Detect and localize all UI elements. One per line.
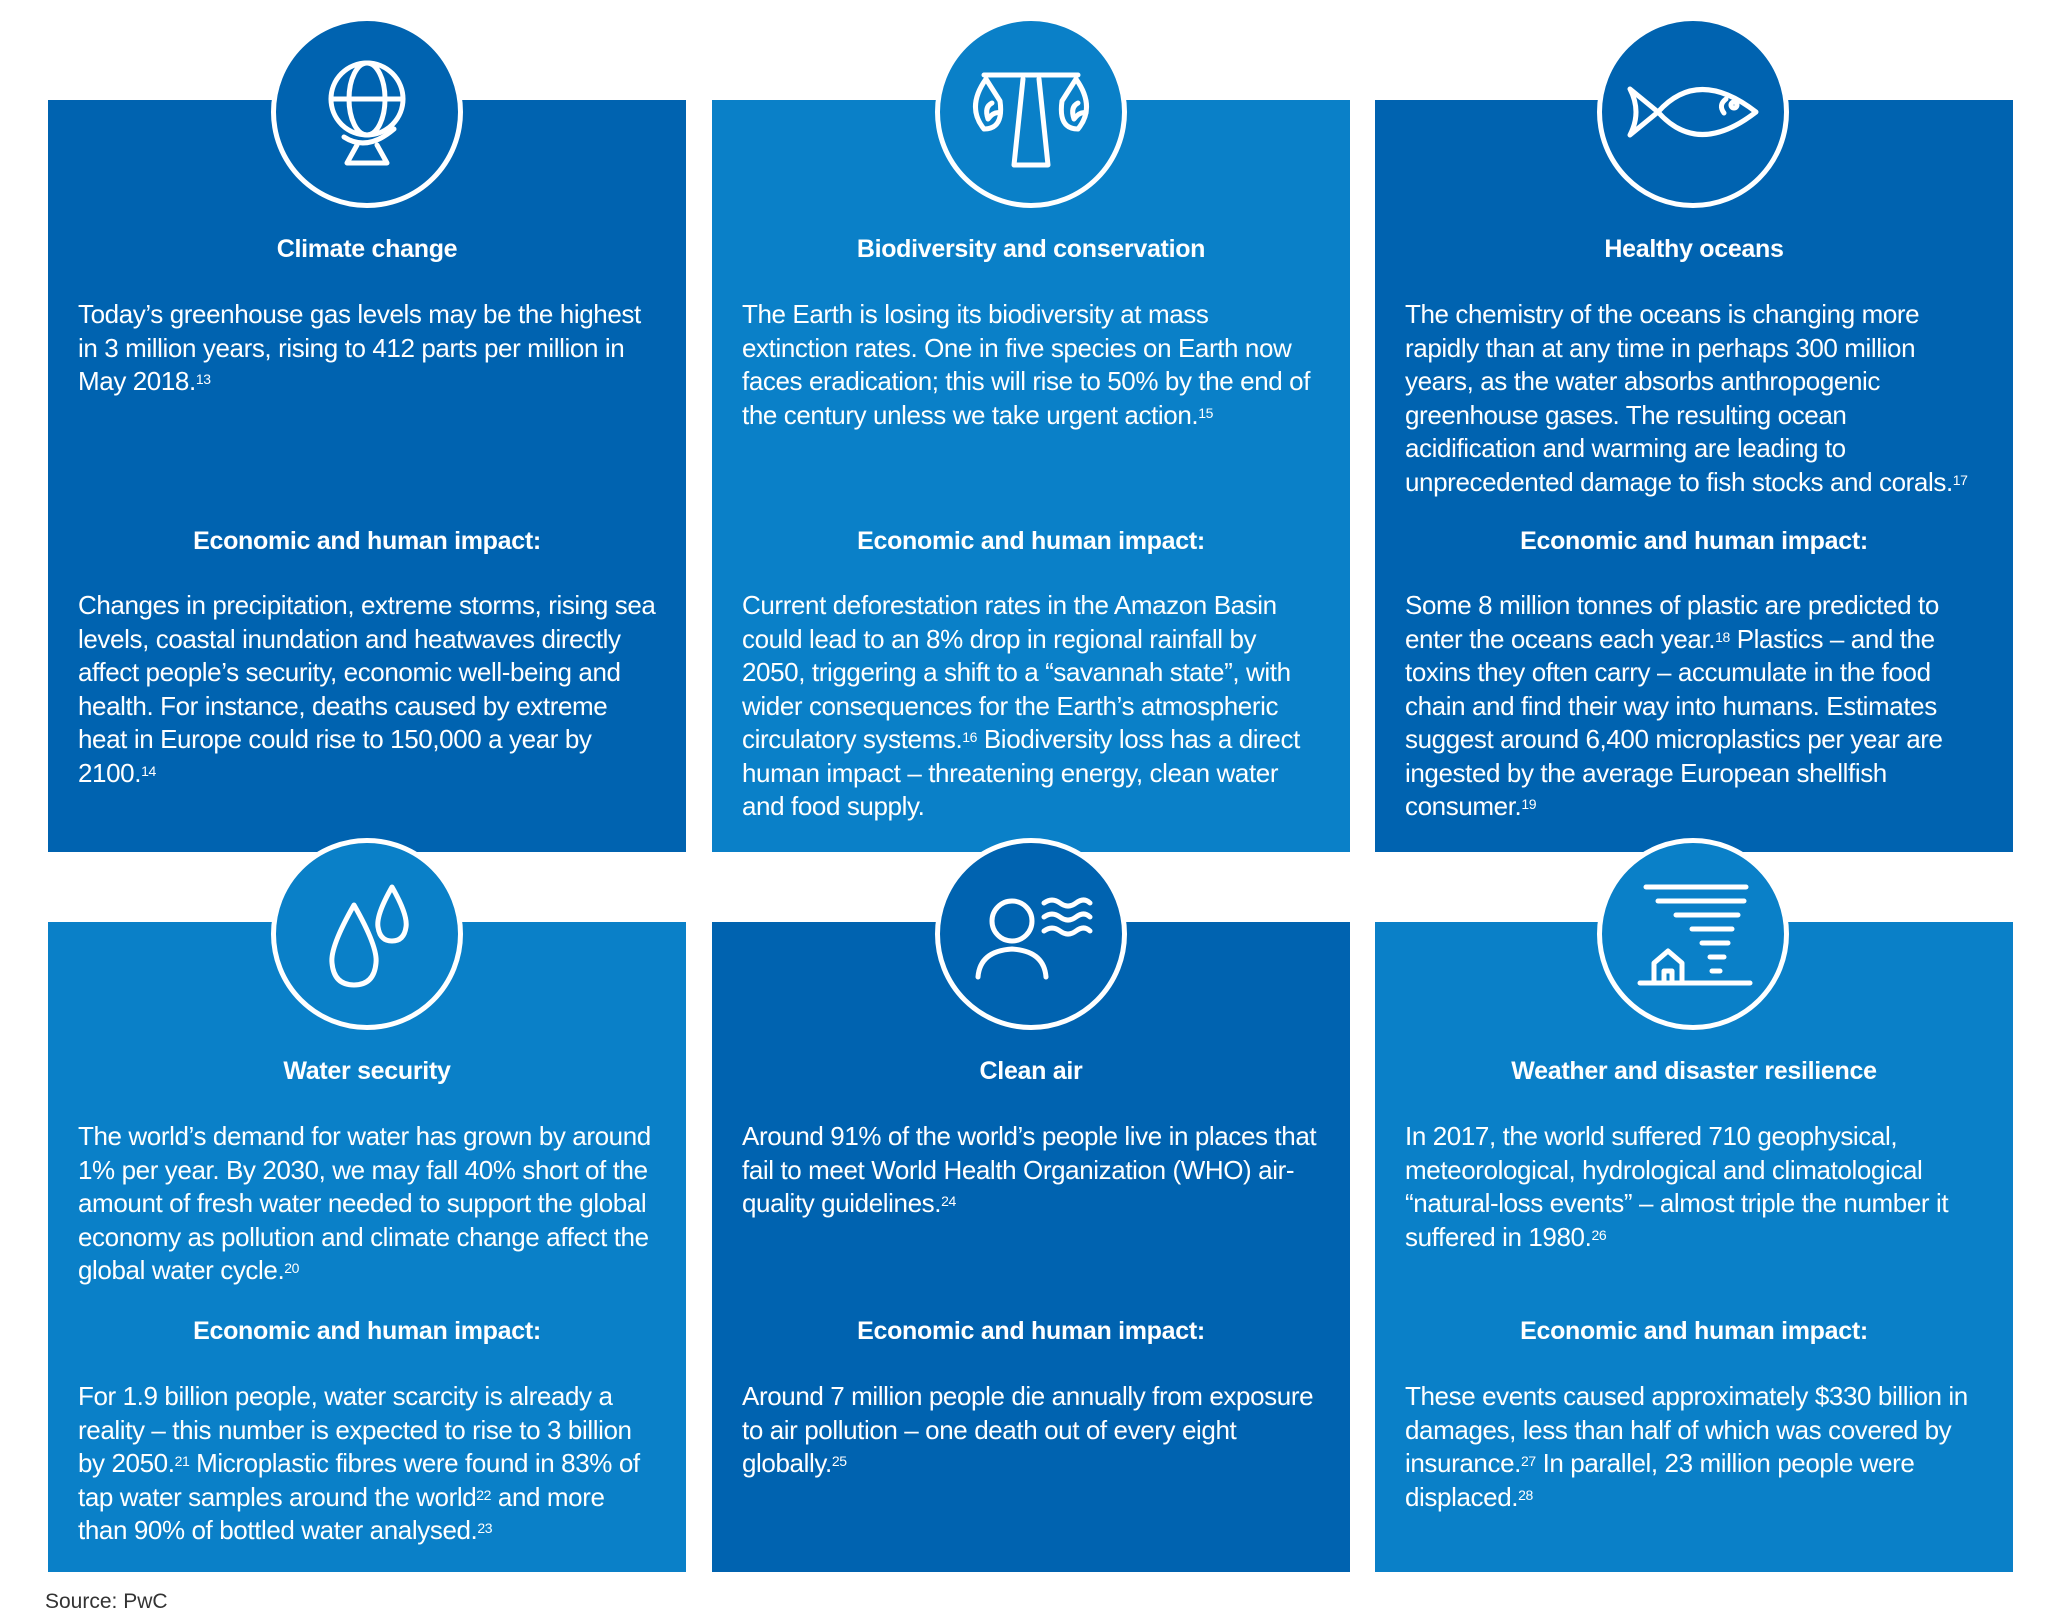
card-climate-change	[48, 100, 686, 852]
card-body: Today’s greenhouse gas levels may be the highest in 3 million years, rising to 412 parts per million in May 2018.13	[78, 299, 641, 396]
impact-body: Current deforestation rates in the Amazon Basin could lead to an 8% drop in regional rainfall by 2050, triggering a shift to a “savannah state”, with wider consequences for the Earth’s atmospheric circulatory systems.$^{16}$ Biodiversity loss has a direct human impact – threatening energy, clean water and food supply.	[742, 590, 1300, 821]
card-healthy-oceans	[1375, 100, 2013, 852]
card-body: In 2017, the world suffered 710 geophysical, meteorological, hydrological and climatological “natural-loss events” – almost triple the number it suffered in 1980.26	[1405, 1121, 1949, 1252]
person-air-icon	[935, 838, 1127, 1030]
impact-heading: Economic and human impact:	[193, 527, 541, 555]
scales-icon	[935, 16, 1127, 208]
impact-body: These events caused approximately $330 billion in damages, less than half of which was covered by insurance.$^{27}$ In parallel, 23 million people were displaced.$^{28}$	[1405, 1381, 1968, 1512]
impact-heading: Economic and human impact:	[1520, 527, 1868, 555]
globe-icon	[271, 16, 463, 208]
card-body: The Earth is losing its biodiversity at mass extinction rates. One in five species on Earth now faces eradication; this will rise to 50% by the end of the century unless we take urgent action.$^{15}$	[742, 299, 1311, 430]
source-note: Source: PwC	[45, 1590, 168, 1613]
impact-body: For 1.9 billion people, water scarcity is already a reality – this number is expected to rise to 3 billion by 2050.21 Microplastic fibres were found in 83% of tap water samples around the world$^{22}$ and more than 90% of bottled water analysed.$^{23}$	[78, 1381, 640, 1545]
card-biodiversity	[712, 100, 1350, 852]
card-body: The world’s demand for water has grown by around 1% per year. By 2030, we may fall 40% short of the amount of fresh water needed to support the global economy as pollution and climate change affect the global water cycle.$^{20}$	[78, 1121, 651, 1285]
impact-heading: Economic and human impact:	[1520, 1317, 1868, 1345]
impact-body: Some 8 million tonnes of plastic are predicted to enter the oceans each year.$^{18}$ Plastics – and the toxins they often carry – accumulate in the food chain and find their way into humans. Estimates suggest around 6,400 microplastics per year are ingested by the average European shellfish consumer.$^{19}$	[1405, 590, 1943, 821]
card-title: Weather and disaster resilience	[1511, 1057, 1877, 1085]
water-drops-icon	[271, 838, 463, 1030]
tornado-house-icon	[1597, 838, 1789, 1030]
card-title: Biodiversity and conservation	[856, 235, 1206, 263]
card-body: The chemistry of the oceans is changing more rapidly than at any time in perhaps 300 million years, as the water absorbs anthropogenic greenhouse gases. The resulting ocean acidification and warming are leading to unprecedented damage to fish stocks and corals.$^{17}$	[1405, 299, 1968, 497]
impact-heading: Economic and human impact:	[857, 1317, 1205, 1345]
impact-heading: Economic and human impact:	[857, 527, 1205, 555]
card-body: Around 91% of the world’s people live in places that fail to meet World Health Organization (WHO) air-quality guidelines.$^{24}$	[742, 1121, 1317, 1218]
fish-icon	[1597, 16, 1789, 208]
card-title: Water security	[283, 1057, 451, 1085]
card-title: Climate change	[276, 235, 458, 263]
impact-body: Around 7 million people die annually from exposure to air pollution – one death out of every eight globally.$^{25}$	[742, 1381, 1314, 1478]
card-title: Healthy oceans	[1604, 235, 1784, 263]
impact-body: Changes in precipitation, extreme storms, rising sea levels, coastal inundation and heatwaves directly affect people’s security, economic well-being and health. For instance, deaths caused by extreme heat in Europe could rise to 150,000 a year by 2100.14	[78, 590, 656, 788]
card-title: Clean air	[979, 1057, 1083, 1085]
impact-heading: Economic and human impact:	[193, 1317, 541, 1345]
